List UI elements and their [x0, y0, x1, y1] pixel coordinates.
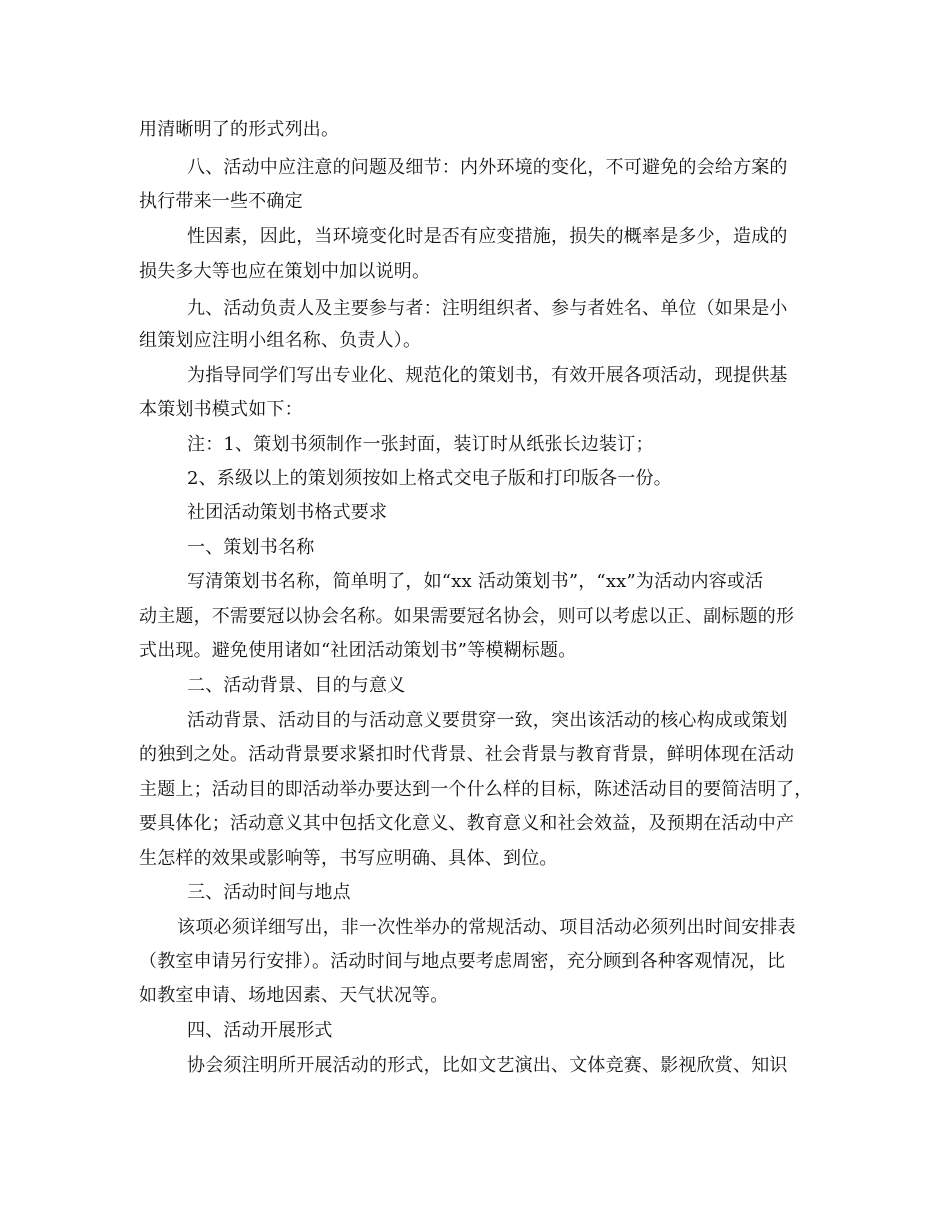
section-heading: 社团活动策划书格式要求	[187, 502, 388, 523]
text-line: 组策划应注明小组名称、负责人）。	[139, 330, 422, 351]
text-line: 如教室申请、场地因素、天气状况等。	[139, 985, 449, 1006]
text-line: 该项必须详细写出，非一次性举办的常规活动、项目活动必须列出时间安排表	[177, 917, 796, 938]
text-line: 八、活动中应注意的问题及细节：内外环境的变化，不可避免的会给方案的	[187, 157, 788, 178]
text-line: 动主题，不需要冠以协会名称。如果需要冠名协会，则可以考虑以正、副标题的形	[139, 606, 795, 627]
text-line: 协会须注明所开展活动的形式，比如文艺演出、文体竞赛、影视欣赏、知识	[187, 1055, 788, 1076]
section-heading: 二、活动背景、目的与意义	[187, 675, 406, 696]
section-heading: 四、活动开展形式	[187, 1020, 333, 1041]
text-line: 用清晰明了的形式列出。	[139, 119, 340, 140]
text-line: 活动背景、活动目的与活动意义要贯穿一致，突出该活动的核心构成或策划	[187, 710, 788, 731]
text-line: （教室申请另行安排）。活动时间与地点要考虑周密，充分顾到各种客观情况，比	[139, 951, 786, 972]
text-line: 要具体化；活动意义其中包括文化意义、教育意义和社会效益，及预期在活动中产	[139, 813, 795, 834]
text-line: 性因素，因此，当环境变化时是否有应变措施，损失的概率是多少，造成的	[187, 226, 788, 247]
section-heading: 一、策划书名称	[187, 537, 315, 558]
text-line: 写清策划书名称，简单明了，如“xx 活动策划书”，“xx”为活动内容或活	[187, 571, 764, 592]
text-line: 生怎样的效果或影响等，书写应明确、具体、到位。	[139, 848, 558, 869]
text-line: 九、活动负责人及主要参与者：注明组织者、参与者姓名、单位（如果是小	[187, 298, 788, 319]
text-line: 注：1、策划书须制作一张封面，装订时从纸张长边装订；	[187, 434, 654, 455]
text-line: 的独到之处。活动背景要求紧扣时代背景、社会背景与教育背景，鲜明体现在活动	[139, 744, 795, 765]
text-line: 损失多大等也应在策划中加以说明。	[139, 261, 431, 282]
text-line: 本策划书模式如下：	[139, 399, 303, 420]
text-line: 为指导同学们写出专业化、规范化的策划书，有效开展各项活动，现提供基	[187, 365, 788, 386]
text-line: 主题上；活动目的即活动举办要达到一个什么样的目标，陈述活动目的要简洁明了，	[139, 779, 813, 800]
text-line: 2、系级以上的策划须按如上格式交电子版和打印版各一份。	[187, 468, 672, 489]
text-line: 执行带来一些不确定	[139, 191, 303, 212]
section-heading: 三、活动时间与地点	[187, 882, 351, 903]
text-line: 式出现。避免使用诸如“社团活动策划书”等模糊标题。	[139, 640, 577, 661]
